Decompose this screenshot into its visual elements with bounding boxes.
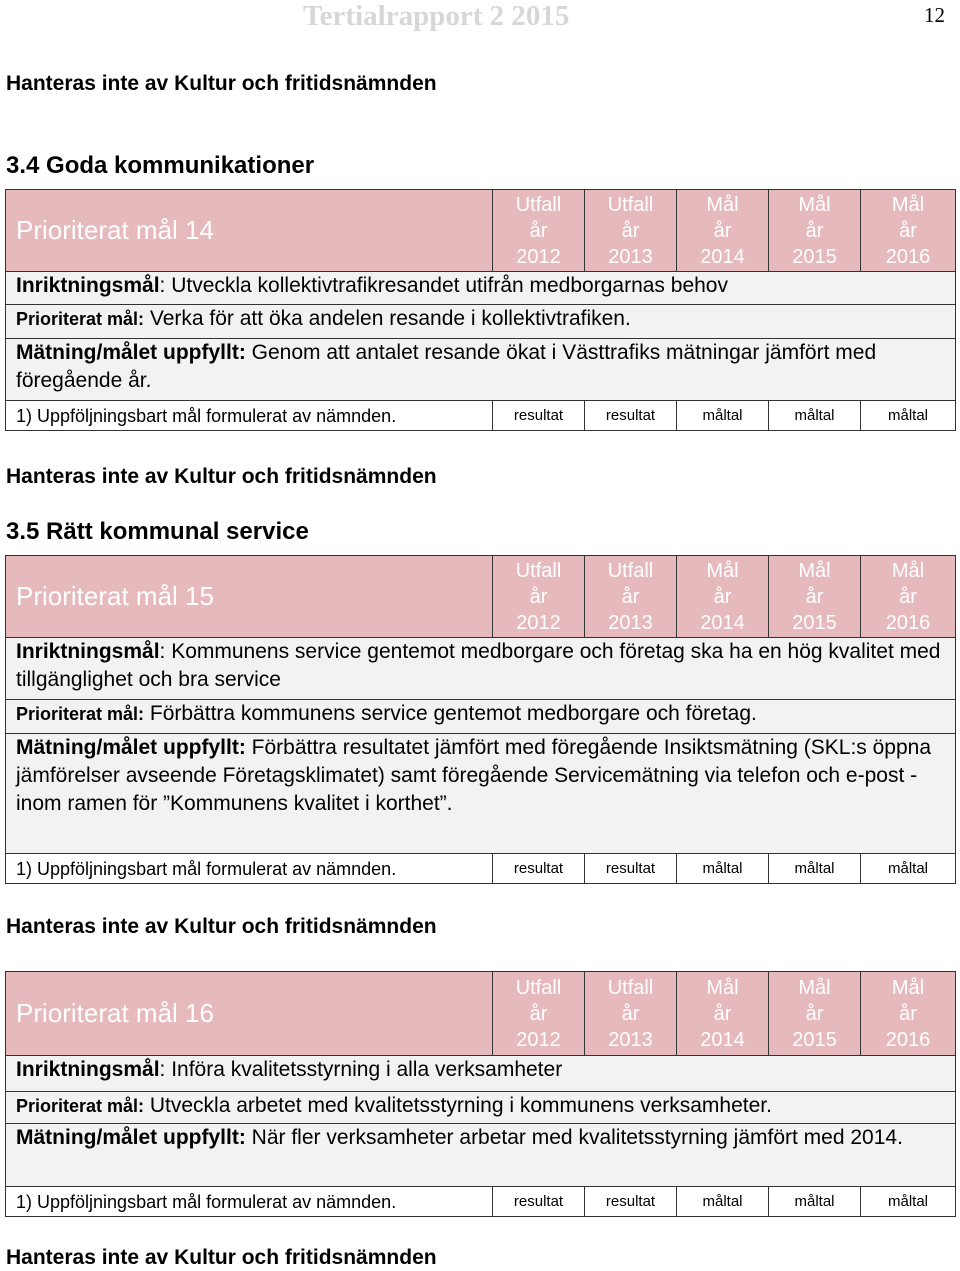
unit-cell: resultat [493, 854, 585, 884]
column-header: Utfall år 2012 [493, 972, 585, 1056]
unit-cell: måltal [677, 1187, 769, 1217]
inriktningsmal-row: Inriktningsmål: Kommunens service gentemot medborgare och företag ska ha en hög kvalitet med tillgänglighet och bra service [6, 638, 956, 700]
footnote: 1) Uppföljningsbart mål formulerat av nämnden. [6, 1187, 493, 1217]
goal-table-14 [5, 189, 956, 431]
unit-cell: måltal [769, 401, 861, 431]
report-title: Tertialrapport 2 2015 [303, 0, 570, 32]
column-header: Mål år 2016 [861, 556, 956, 638]
unit-cell: måltal [861, 854, 956, 884]
column-header: Mål år 2015 [769, 972, 861, 1056]
inriktningsmal-row: Inriktningsmål: Utveckla kollektivtrafikresandet utifrån medborgarnas behov [6, 272, 956, 305]
unit-cell: resultat [585, 854, 677, 884]
page-number: 12 [924, 3, 945, 27]
unit-cell: måltal [861, 401, 956, 431]
footnote: 1) Uppföljningsbart mål formulerat av nämnden. [6, 401, 493, 431]
unit-cell: måltal [769, 1187, 861, 1217]
inriktningsmal-row: Inriktningsmål: Införa kvalitetsstyrning i alla verksamheter [6, 1056, 956, 1092]
unit-cell: måltal [769, 854, 861, 884]
unit-cell: resultat [585, 1187, 677, 1217]
matning-row: Mätning/målet uppfyllt: När fler verksamheter arbetar med kvalitetsstyrning jämfört med 2014. [6, 1124, 956, 1187]
column-header: Mål år 2014 [677, 972, 769, 1056]
unit-cell: resultat [493, 401, 585, 431]
handling-note: Hanteras inte av Kultur och fritidsnämnden [6, 1246, 437, 1269]
column-header: Mål år 2014 [677, 190, 769, 272]
handling-note: Hanteras inte av Kultur och fritidsnämnden [6, 72, 437, 95]
matning-row: Mätning/målet uppfyllt: Förbättra resultatet jämfört med föregående Insiktsmätning (SKL:s öppna jämförelser avseende Företagsklimatet) samt föregående Servicemätning via telefon och e-post - inom ramen för ”Kommunens kvalitet i korthet”. [6, 734, 956, 854]
unit-cell: måltal [677, 401, 769, 431]
prioriterat-mal-row: Prioriterat mål: Utveckla arbetet med kvalitetsstyrning i kommunens verksamheter. [6, 1092, 956, 1124]
prioriterat-mal-row: Prioriterat mål: Förbättra kommunens service gentemot medborgare och företag. [6, 700, 956, 734]
section-heading: 3.4 Goda kommunikationer [6, 152, 315, 179]
column-header: Mål år 2015 [769, 190, 861, 272]
section-heading: 3.5 Rätt kommunal service [6, 518, 309, 545]
column-header: Utfall år 2012 [493, 190, 585, 272]
handling-note: Hanteras inte av Kultur och fritidsnämnden [6, 465, 437, 488]
column-header: Utfall år 2013 [585, 556, 677, 638]
column-header: Mål år 2014 [677, 556, 769, 638]
handling-note: Hanteras inte av Kultur och fritidsnämnden [6, 915, 437, 938]
unit-cell: resultat [493, 1187, 585, 1217]
goal-title: Prioriterat mål 14 [6, 190, 493, 272]
goal-title: Prioriterat mål 15 [6, 556, 493, 638]
column-header: Mål år 2016 [861, 190, 956, 272]
goal-title: Prioriterat mål 16 [6, 972, 493, 1056]
column-header: Utfall år 2012 [493, 556, 585, 638]
prioriterat-mal-row: Prioriterat mål: Verka för att öka andelen resande i kollektivtrafiken. [6, 305, 956, 339]
goal-table-16 [5, 971, 956, 1217]
matning-row: Mätning/målet uppfyllt: Genom att antalet resande ökat i Västtrafiks mätningar jämfört med föregående år. [6, 339, 956, 401]
column-header: Utfall år 2013 [585, 972, 677, 1056]
unit-cell: måltal [861, 1187, 956, 1217]
unit-cell: resultat [585, 401, 677, 431]
column-header: Mål år 2016 [861, 972, 956, 1056]
column-header: Utfall år 2013 [585, 190, 677, 272]
column-header: Mål år 2015 [769, 556, 861, 638]
footnote: 1) Uppföljningsbart mål formulerat av nämnden. [6, 854, 493, 884]
unit-cell: måltal [677, 854, 769, 884]
goal-table-15 [5, 555, 956, 884]
